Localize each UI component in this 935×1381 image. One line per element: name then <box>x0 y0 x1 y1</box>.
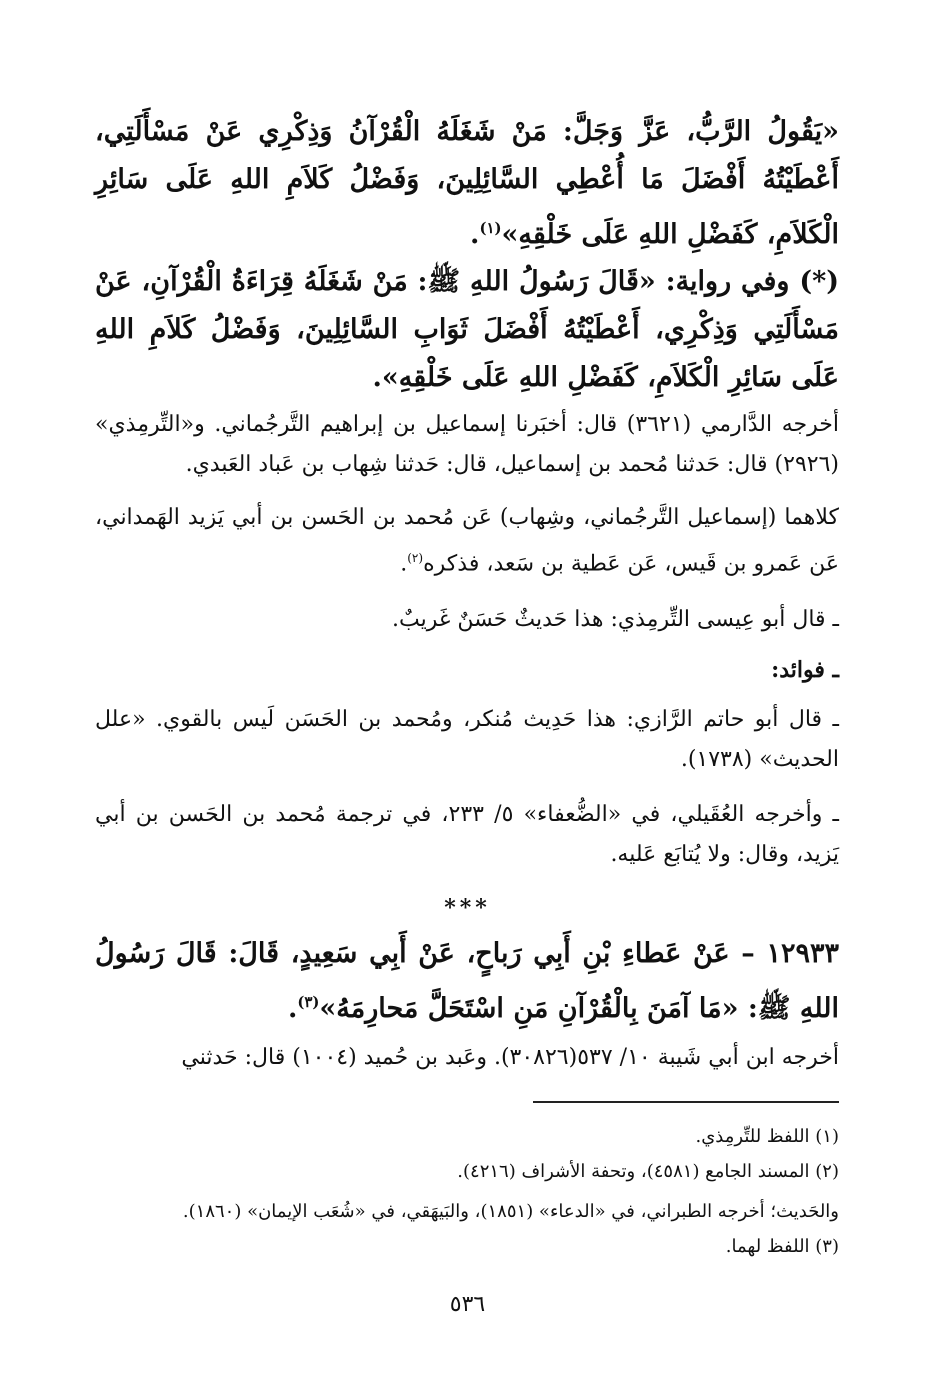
takhrij-paragraph-1: أخرجه الدَّارمي (٣٦٢١) قال: أخبَرنا إسماعيل بن إبراهيم التَّرجُماني. و«التِّرمِذي» (٢٩٢٦) قال: حَدثنا مُحمد بن إسماعيل، قال: حَدثنا شِهاب بن عَباد العَبدي. <box>95 412 839 477</box>
section-separator: *** <box>444 895 491 921</box>
riwaya-text: «قَالَ رَسُولُ اللهِ ﷺ: مَنْ شَغَلَهُ قِرَاءَةُ الْقُرْآنِ، عَنْ مَسْأَلَتِي وَذِكْرِي، أَعْطَيْتُهُ أَفْضَلَ ثَوَابِ السَّائِلِينَ، وَفَضْلُ كَلاَمِ اللهِ عَلَى سَائِرِ الْكَلاَمِ، كَفَضْلِ اللهِ عَلَى خَلْقِهِ». <box>95 266 839 393</box>
alternate-riwaya <box>95 258 839 402</box>
footnote-mark-1: (١) <box>479 219 502 237</box>
footnote-2: (٢) المسند الجامع (٤٥٨١)، وتحفة الأشراف (٤٢١٦). <box>457 1161 839 1182</box>
hadith-text-2 <box>95 930 839 1033</box>
footnote-mark-2: (٢) <box>407 551 424 565</box>
footnote-2-continued: والحَديث؛ أخرجه الطبراني، في «الدعاء» (١٨٥١)، والبَيهَقي، في «شُعَب الإيمان» (١٨٦٠). <box>182 1201 839 1222</box>
footnote-3: (٣) اللفظ لهما. <box>725 1236 839 1257</box>
hadith-2-body: – عَنْ عَطاءِ بْنِ أَبِي رَباحٍ، عَنْ أَبِي سَعِيدٍ، قَالَ: قَالَ رَسُولُ اللهِ ﷺ: «مَا آمَنَ بِالْقُرْآنِ مَنِ اسْتَحَلَّ مَحارِمَهُ» <box>95 938 839 1024</box>
hadith-1-end: . <box>470 219 480 250</box>
fawaid-item-2: ـ وأخرجه العُقَيلي، في «الضُّعفاء» ٥/ ٢٣٣، في ترجمة مُحمد بن الحَسن بن أبي يَزيد، وقال: ولا يُتابَع عَليه. <box>95 802 839 867</box>
hadith-number: ١٢٩٣٣ <box>766 938 839 969</box>
takhrij-2-body: كلاهما (إسماعيل التَّرجُماني، وشِهاب) عَن مُحمد بن الحَسن بن أبي يَزيد الهَمداني، عَن عَمرو بن قَيس، عَن عَطية بن سَعد، فذكره <box>95 505 839 577</box>
tirmidhi-grading: ـ قال أبو عِيسى التِّرمِذي: هذا حَديثٌ حَسَنٌ غَريبٌ. <box>392 607 839 632</box>
takhrij-2-end: . <box>400 551 408 577</box>
hadith-text-1 <box>95 108 839 259</box>
hadith-1-body: «يَقُولُ الرَّبُّ، عَزَّ وَجَلَّ: مَنْ شَغَلَهُ الْقُرْآنُ وَذِكْرِي عَنْ مَسْأَلَتِي، أَعْطَيْتُهُ أَفْضَلَ مَا أُعْطِي السَّائِلِينَ، وَفَضْلُ كَلاَمِ اللهِ عَلَى سَائِرِ الْكَلاَمِ، كَفَضْلِ اللهِ عَلَى خَلْقِهِ» <box>95 116 839 250</box>
fawaid-heading: ـ فوائد: <box>771 657 839 683</box>
page-number: ٥٣٦ <box>449 1292 486 1317</box>
hadith-2-end: . <box>287 993 298 1024</box>
footnote-mark-3: (٣) <box>297 993 320 1011</box>
takhrij-paragraph-2 <box>95 498 839 584</box>
takhrij-paragraph-3: أخرجه ابن أبي شَيبة ١٠/ ٥٣٧(٣٠٨٢٦). وعَبد بن حُميد (١٠٠٤) قال: حَدثني <box>181 1045 839 1070</box>
footnote-1: (١) اللفظ للتِّرمِذي. <box>695 1126 839 1147</box>
fawaid-item-1: ـ قال أبو حاتم الرَّازي: هذا حَدِيث مُنكر، ومُحمد بن الحَسَن لَيس بالقوي. «علل الحديث» (١٧٣٨). <box>95 707 839 772</box>
footnote-divider <box>533 1101 839 1103</box>
riwaya-prefix: (*) وفي رواية: <box>655 266 839 297</box>
